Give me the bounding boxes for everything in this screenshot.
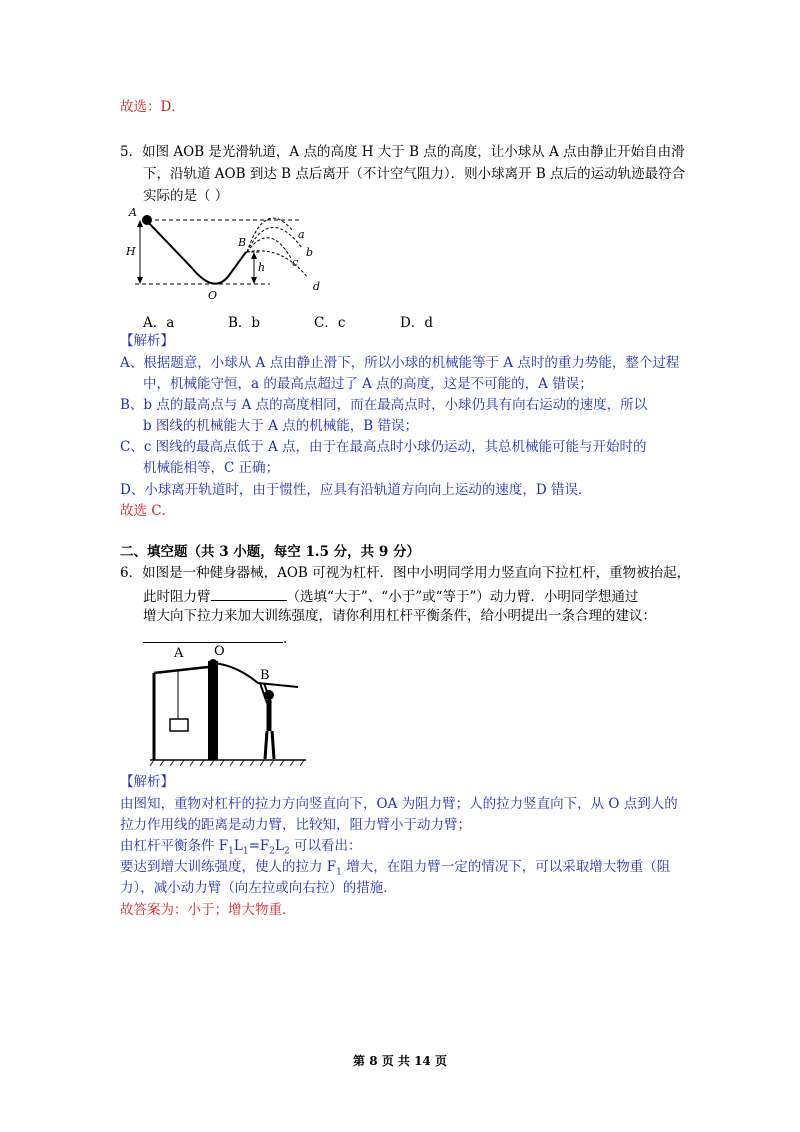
label-H: H [126,245,136,258]
formula-L: L [275,838,284,854]
q6-stem-line-3: 增大向下拉力来加大训练强度，请你利用杠杆平衡条件，给小明提出一条合理的建议： [143,608,656,624]
formula-sub: 2 [269,846,276,857]
formula-sub: 2 [284,846,290,857]
analysis-text-end: 增大，在阻力臂一定的情况下，可以采取增大物重（阻 [341,859,671,875]
analysis-text-start: 要达到增大训练强度，使人的拉力 F [120,859,337,875]
label-c: c [292,256,299,269]
q6-blank-1[interactable] [211,586,287,601]
formula-sub: 1 [242,846,249,857]
q5-analysis-line-2: 中，机械能守恒，a 的最高点超过了 A 点的高度，这是不可能的，A 错误； [143,376,593,392]
q6-answer: 故答案为：小于；增大物重． [120,902,296,918]
q5-option-a: A．a [143,315,175,331]
q6-stem-line-2-end: （选填“大于”、“小于”或“等于”）动力臂．小明同学想通过 [286,589,639,605]
q5-option-b: B．b [228,315,261,331]
q5-track-figure [120,200,340,305]
label-b: b [306,246,314,259]
q6-stem-line-2 [143,586,638,606]
formula-L: L [233,838,243,854]
q5-analysis-line-1: A、根据题意，小球从 A 点由静止滑下，所以小球的机械能等于 A 点时的重力势能，整个过程 [120,355,680,371]
q6-lever-figure [148,643,308,773]
q5-analysis-line-5: C、c 图线的最高点低于 A 点，由于在最高点时小球仍运动，其总机械能可能与开始时的 [120,439,647,455]
q6-analysis-line-2: 拉力作用线的距离是动力臂，比较知，阻力臂小于动力臂； [120,817,471,833]
label-O: O [214,644,225,659]
q6-analysis-line-5: 力），减小动力臂（向左拉或向右拉）的措施． [120,880,397,896]
label-B: B [260,668,270,683]
q5-analysis-title: 【解析】 [120,333,174,349]
label-h: h [258,261,266,274]
q6-stem-line-1: 6．如图是一种健身器械，AOB 可视为杠杆．图中小明同学用力竖直向下拉杠杆，重物被抬起， [120,565,691,581]
q5-option-d: D．d [400,315,433,331]
q5-answer: 故选 C． [120,503,176,519]
formula-text-end: 可以看出： [289,838,362,854]
q5-analysis-line-3: B、b 点的最高点与 A 点的高度相同，而在最高点时，小球仍具有向右运动的速度，所以 [120,397,648,413]
prev-answer: 故选：D． [120,99,185,115]
q6-blank-2[interactable] [143,628,283,643]
q5-option-c: C．c [314,315,346,331]
formula-text-start: 由杠杆平衡条件 F [120,838,229,854]
formula-sub: 1 [228,846,234,857]
q5-stem-line-3: 实际的是（ ） [143,188,229,204]
q6-analysis-line-1: 由图知，重物对杠杆的拉力方向竖直向下，OA 为阻力臂；人的拉力竖直向下，从 O 点到人的 [120,796,678,812]
q6-analysis-title: 【解析】 [120,774,174,790]
q5-analysis-line-7: D、小球离开轨道时，由于惯性，应具有沿轨道方向向上运动的速度，D 错误． [120,482,592,498]
label-A: A [129,206,137,219]
q5-stem-line-2: 下，沿轨道 AOB 到达 B 点后离开（不计空气阻力）．则小球离开 B 点后的运动轨迹最符合 [143,166,686,182]
q6-stem-line-4-end: ． [283,631,297,647]
analysis-sub: 1 [336,867,342,878]
q6-stem-line-2-start: 此时阻力臂 [143,589,211,605]
label-d: d [313,280,321,293]
page-footer: 第 8 页 共 14 页 [353,1054,447,1068]
label-a: a [298,228,305,241]
formula-eq: =F [248,838,270,854]
label-O: O [208,289,218,302]
q5-stem-line-1: 5．如图 AOB 是光滑轨道，A 点的高度 H 大于 B 点的高度，让小球从 A 点由静止开始自由滑 [120,144,685,160]
label-B: B [238,236,247,249]
q5-analysis-line-6: 机械能相等，C 正确； [143,460,280,476]
section-title: 二、填空题（共 3 小题，每空 1.5 分，共 9 分） [120,544,420,560]
q5-analysis-line-4: b 图线的机械能大于 A 点的机械能，B 错误； [143,418,418,434]
label-A: A [174,646,184,661]
